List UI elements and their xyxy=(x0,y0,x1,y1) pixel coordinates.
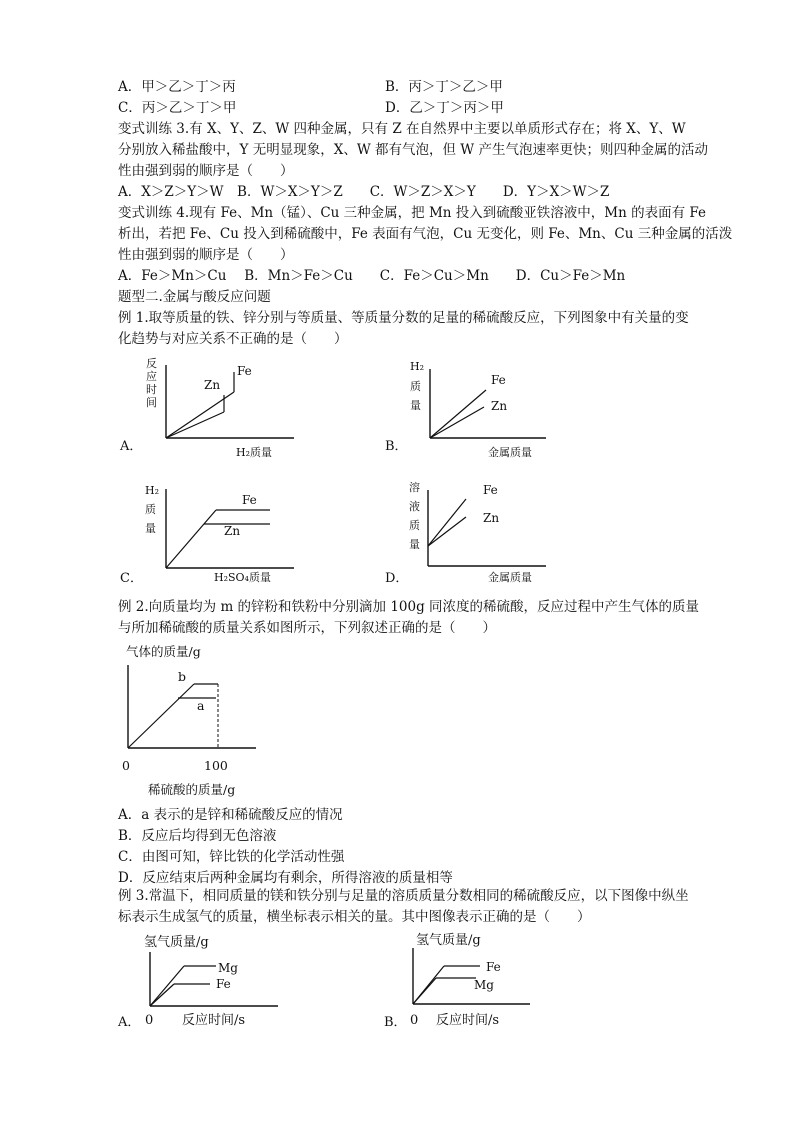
drill3-options: A．X＞Z＞Y＞W B．W＞X＞Y＞Z C．W＞Z＞X＞Y D．Y＞X＞W＞Z xyxy=(118,184,610,200)
drill3-line3: 性由强到弱的顺序是（ ） xyxy=(118,163,294,179)
ex2-chart xyxy=(112,640,262,800)
prev-option-c: C．丙＞乙＞丁＞甲 xyxy=(118,100,237,116)
series-label: b xyxy=(178,669,187,684)
option-letter: A． xyxy=(120,439,143,454)
series-line-mg xyxy=(150,966,184,1006)
prev-option-a: A．甲＞乙＞丁＞丙 xyxy=(118,79,236,95)
drill4-line1: 变式训练 4.现有 Fe、Mn（锰）、Cu 三种金属，把 Mn 投入到硫酸亚铁溶液中，Mn 的表面有 Fe xyxy=(118,205,706,221)
series-line-mg xyxy=(413,978,436,1004)
x-axis-label: 金属质量 xyxy=(488,571,532,584)
series-line-fe xyxy=(150,984,174,1006)
y-axis-label: 气体的质量/g xyxy=(126,644,201,659)
option-letter: D． xyxy=(385,571,409,586)
prev-option-d: D．乙＞丁＞丙＞甲 xyxy=(385,100,504,116)
ex1-graph-b xyxy=(380,355,555,463)
series-label: Zn xyxy=(204,378,221,392)
series-label: Zn xyxy=(483,511,500,525)
series-label: a xyxy=(197,698,205,713)
drill3-line2: 分别放入稀盐酸中，Y 无明显现象，X、W 都有气泡，但 W 产生气泡速率更快；则四种金属的活动 xyxy=(118,142,708,158)
series-label: Zn xyxy=(491,399,508,413)
series-label: Fe xyxy=(491,373,506,387)
ex1-line2: 化趋势与对应关系不正确的是（ ） xyxy=(118,331,348,347)
drill3-line1: 变式训练 3.有 X、Y、Z、W 四种金属，只有 Z 在自然界中主要以单质形式存在；将 X、Y、W xyxy=(118,121,686,137)
ex2-line1: 例 2.向质量均为 m 的锌粉和铁粉中分别滴加 100g 同浓度的稀硫酸，反应过程中产生气体的质量 xyxy=(118,599,700,615)
series-label: Mg xyxy=(218,961,238,975)
ex3-graph-a xyxy=(112,930,312,1030)
series-label: Zn xyxy=(224,524,241,538)
x-axis-label: 金属质量 xyxy=(488,446,532,459)
x-axis-label: 反应时间/s xyxy=(182,1013,246,1028)
drill4-line2: 析出，若把 Fe、Cu 投入到稀硫酸中，Fe 表面有气泡，Cu 无变化，则 Fe、Mn、Cu 三种金属的活泼 xyxy=(118,226,733,242)
option-letter: B． xyxy=(384,1015,407,1028)
section-title: 题型二.金属与酸反应问题 xyxy=(118,289,271,305)
y-axis-label: 间 xyxy=(146,396,157,409)
option-letter: C． xyxy=(120,571,143,586)
ex2-option-a: A．a 表示的是锌和稀硫酸反应的情况 xyxy=(118,807,343,823)
option-letter: A． xyxy=(118,1015,141,1030)
x-axis-label: H₂质量 xyxy=(236,446,273,459)
ex1-line1: 例 1.取等质量的铁、锌分别与等质量、等质量分数的足量的稀硫酸反应，下列图象中有关量的变 xyxy=(118,310,689,326)
ex1-graph-c xyxy=(112,480,302,588)
origin-label: 0 xyxy=(122,758,130,773)
y-axis-label: 时 xyxy=(146,383,157,396)
ex1-graph-d xyxy=(380,480,555,588)
ex1-graph-a xyxy=(112,355,302,463)
option-letter: B． xyxy=(385,439,408,454)
series-label: Fe xyxy=(242,493,257,507)
y-axis-label: 量 xyxy=(409,538,420,551)
ex3-line1: 例 3.常温下，相同质量的镁和铁分别与足量的溶质质量分数相同的稀硫酸反应，以下图像中纵坐 xyxy=(118,888,689,904)
y-axis-label: 应 xyxy=(146,370,157,383)
y-axis-label: H₂ xyxy=(145,484,160,497)
y-axis-label: 液 xyxy=(409,500,420,513)
origin-label: 0 xyxy=(145,1013,154,1028)
series-label: Fe xyxy=(237,364,252,378)
ex2-option-d: D．反应结束后两种金属均有剩余，所得溶液的质量相等 xyxy=(118,870,453,886)
ex2-line2: 与所加稀硫酸的质量关系如图所示，下列叙述正确的是（ ） xyxy=(118,620,496,636)
series-label: Fe xyxy=(486,960,501,974)
series-label: Mg xyxy=(474,978,494,992)
ex3-line2: 标表示生成氢气的质量，横坐标表示相关的量。其中图像表示正确的是（ ） xyxy=(118,909,591,925)
series-line-zn xyxy=(166,412,224,438)
y-axis-label: 氢气质量/g xyxy=(416,933,481,948)
y-axis-label: 质 xyxy=(409,519,420,532)
drill4-options: A．Fe＞Mn＞Cu B．Mn＞Fe＞Cu C．Fe＞Cu＞Mn D．Cu＞Fe＞Mn xyxy=(118,268,626,284)
y-axis-label: 溶 xyxy=(409,481,420,494)
series-line-zn xyxy=(428,517,466,546)
x-axis-label: 反应时间/s xyxy=(436,1013,500,1028)
prev-option-b: B．丙＞丁＞乙＞甲 xyxy=(385,79,503,95)
ex2-option-c: C．由图可知，锌比铁的化学活动性强 xyxy=(118,849,345,865)
y-axis-label: 量 xyxy=(410,399,421,412)
y-axis-label: 质 xyxy=(145,503,156,516)
drill4-line3: 性由强到弱的顺序是（ ） xyxy=(118,247,294,263)
series-line-fe xyxy=(428,499,466,546)
x-axis-label: 稀硫酸的质量/g xyxy=(148,782,236,797)
series-line-fe xyxy=(166,510,216,568)
series-line-fe xyxy=(430,390,486,438)
x-axis-label: H₂SO₄质量 xyxy=(214,571,271,584)
ex2-option-b: B．反应后均得到无色溶液 xyxy=(118,828,277,844)
y-axis-label: 氢气质量/g xyxy=(144,935,209,950)
series-line-zn xyxy=(430,407,484,438)
series-line-b xyxy=(128,684,194,748)
series-label: Fe xyxy=(216,977,231,991)
y-axis-label: 反 xyxy=(146,357,157,370)
y-axis-label: H₂ xyxy=(410,360,425,373)
origin-label: 0 xyxy=(410,1013,419,1028)
ex3-graph-b xyxy=(380,928,580,1028)
x-tick-label: 100 xyxy=(204,758,228,773)
y-axis-label: 质 xyxy=(410,380,421,393)
y-axis-label: 量 xyxy=(145,522,156,535)
series-label: Fe xyxy=(483,483,498,497)
